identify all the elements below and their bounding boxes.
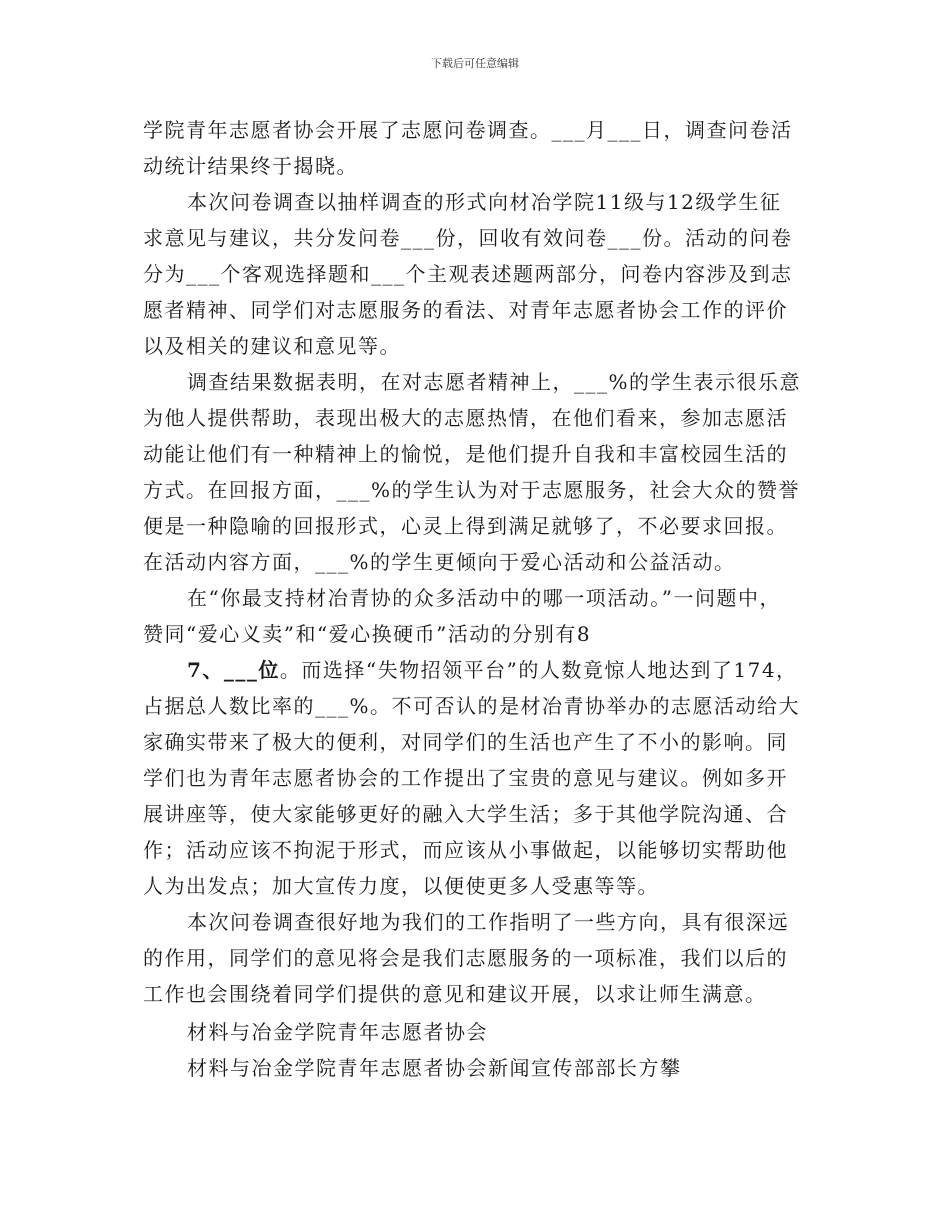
paragraph-line: 动能让他们有一种精神上的愉悦，是他们提升自我和丰富校园生活的: [143, 442, 788, 466]
numbered-item-label: 7、___位: [187, 658, 280, 682]
paragraph-line: 动统计结果终于揭晓。: [143, 154, 358, 178]
paragraph-line: 赞同“爱心义卖”和“爱心换硬币”活动的分别有8: [143, 622, 592, 646]
paragraph-line: 展讲座等，使大家能够更好的融入大学生活；多于其他学院沟通、合: [143, 802, 788, 826]
paragraph-line: 在活动内容方面，___%的学生更倾向于爱心活动和公益活动。: [143, 550, 736, 574]
signature-author: 材料与冶金学院青年志愿者协会新闻宣传部部长方攀: [187, 1056, 682, 1080]
paragraph-line: 便是一种隐喻的回报形式，心灵上得到满足就够了，不必要求回报。: [143, 514, 788, 538]
paragraph-text: 。而选择“失物招领平台”的人数竟惊人地达到了174，: [279, 658, 798, 682]
paragraph-line: 调查结果数据表明，在对志愿者精神上，___%的学生表示很乐意: [187, 370, 802, 394]
paragraph-line: 求意见与建议，共分发问卷___份，回收有效问卷___份。活动的问卷: [143, 226, 793, 250]
paragraph-line: 本次问卷调查很好地为我们的工作指明了一些方向，具有很深远: [187, 910, 789, 934]
paragraph-line: 作；活动应该不拘泥于形式，而应该从小事做起，以能够切实帮助他: [143, 838, 788, 862]
paragraph-line: 分为___个客观选择题和___个主观表述题两部分，问卷内容涉及到志: [143, 262, 793, 286]
paragraph-line: [187, 657, 827, 683]
paragraph-line: 以及相关的建议和意见等。: [143, 334, 401, 358]
page-header: 下载后可任意编辑: [431, 57, 519, 70]
paragraph-line: 工作也会围绕着同学们提供的意见和建议开展，以求让师生满意。: [143, 982, 767, 1006]
paragraph-line: 在“你最支持材冶青协的众多活动中的哪一项活动。”一问题中，: [187, 586, 781, 610]
paragraph-line: 愿者精神、同学们对志愿服务的看法、对青年志愿者协会工作的评价: [143, 298, 788, 322]
paragraph-line: 本次问卷调查以抽样调查的形式向材冶学院11级与12级学生征: [187, 190, 782, 214]
paragraph-line: 学们也为青年志愿者协会的工作提出了宝贵的意见与建议。例如多开: [143, 766, 788, 790]
paragraph-line: 家确实带来了极大的便利，对同学们的生活也产生了不小的影响。同: [143, 730, 788, 754]
paragraph-line: 的作用，同学们的意见将会是我们志愿服务的一项标准，我们以后的: [143, 946, 788, 970]
paragraph-line: 为他人提供帮助，表现出极大的志愿热情，在他们看来，参加志愿活: [143, 406, 788, 430]
paragraph-line: 人为出发点；加大宣传力度，以便使更多人受惠等等。: [143, 874, 659, 898]
signature-organization: 材料与冶金学院青年志愿者协会: [187, 1020, 488, 1044]
paragraph-line: 占据总人数比率的___%。不可否认的是材冶青协举办的志愿活动给大: [143, 694, 801, 718]
paragraph-line: 学院青年志愿者协会开展了志愿问卷调查。___月___日，调查问卷活: [143, 118, 793, 142]
paragraph-line: 方式。在回报方面，___%的学生认为对于志愿服务，社会大众的赞誉: [143, 478, 801, 502]
